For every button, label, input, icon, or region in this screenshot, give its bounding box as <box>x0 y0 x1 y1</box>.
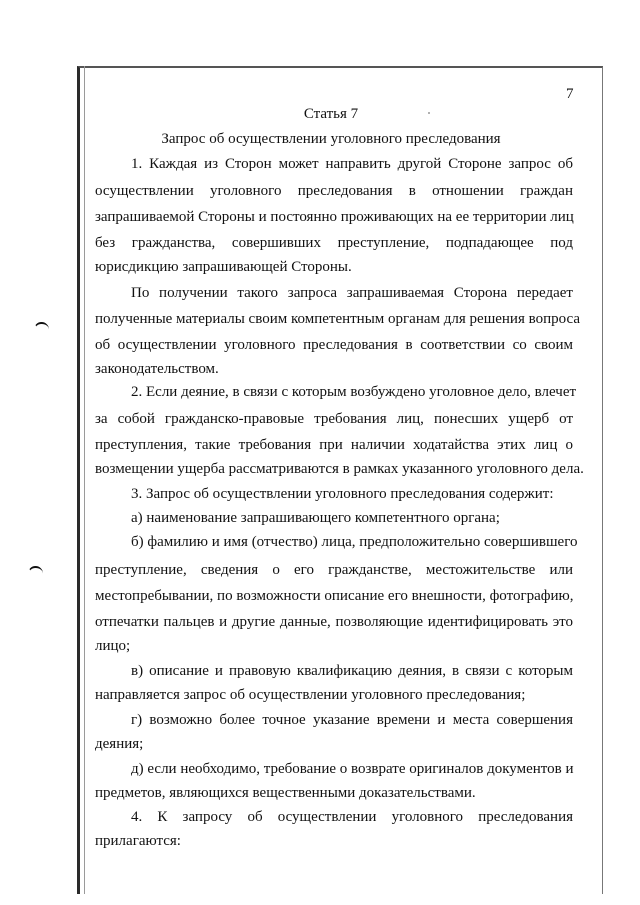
text-line: преступления, такие требования при наличии ходатайства этих лиц о <box>95 437 573 453</box>
text-line: осуществлении уголовного преследования в отношении граждан <box>95 183 573 199</box>
text-line: в) описание и правовую квалификацию деяния, в связи с которым <box>131 663 573 679</box>
text-line: за собой гражданско-правовые требования лиц, понесших ущерб от <box>95 411 573 427</box>
text-line: лицо; <box>95 638 131 654</box>
text-line: отпечатки пальцев и другие данные, позволяющие идентифицировать это <box>95 614 573 630</box>
margin-mark-1 <box>34 322 49 332</box>
margin-mark-2 <box>28 566 43 576</box>
text-line: преступление, сведения о его гражданстве, местожительстве или <box>95 562 573 578</box>
text-line: а) наименование запрашивающего компетентного органа; <box>131 510 500 526</box>
text-line: деяния; <box>95 736 144 752</box>
text-line: 1. Каждая из Сторон может направить другой Стороне запрос об <box>131 156 573 172</box>
text-line: прилагаются: <box>95 833 181 849</box>
text-line: 4. К запросу об осуществлении уголовного преследования <box>131 809 573 825</box>
article-title: Статья 7 <box>303 106 359 122</box>
text-line: предметов, являющихся вещественными доказательствами. <box>95 785 476 801</box>
frame-inner-line <box>84 66 85 894</box>
text-line: По получении такого запроса запрашиваемая Сторона передает <box>131 285 573 301</box>
text-line: без гражданства, совершивших преступление, подпадающее под <box>95 235 573 251</box>
text-line: юрисдикцию запрашивающей Стороны. <box>95 259 352 275</box>
text-line: об осуществлении уголовного преследования в соответствии со своим <box>95 337 573 353</box>
article-subtitle: Запрос об осуществлении уголовного преследования <box>161 131 501 147</box>
text-line: запрашиваемой Стороны и постоянно проживающих на ее территории лиц <box>95 209 574 225</box>
text-line: г) возможно более точное указание времени и места совершения <box>131 712 573 728</box>
text-line: б) фамилию и имя (отчество) лица, предположительно совершившего <box>131 534 578 550</box>
text-line: направляется запрос об осуществлении уголовного преследования; <box>95 687 526 703</box>
text-line: 2. Если деяние, в связи с которым возбуждено уголовное дело, влечет <box>131 384 577 400</box>
text-line: возмещении ущерба рассматриваются в рамках указанного уголовного дела. <box>95 461 584 477</box>
text-line: д) если необходимо, требование о возврате оригиналов документов и <box>131 761 574 777</box>
text-line: местопребывании, по возможности описание его внешности, фотографию, <box>95 588 574 604</box>
text-line: полученные материалы своим компетентным органам для решения вопроса <box>95 311 580 327</box>
page-number: 7 <box>566 86 574 102</box>
text-line: законодательством. <box>95 361 219 377</box>
text-line: 3. Запрос об осуществлении уголовного преследования содержит: <box>131 486 554 502</box>
